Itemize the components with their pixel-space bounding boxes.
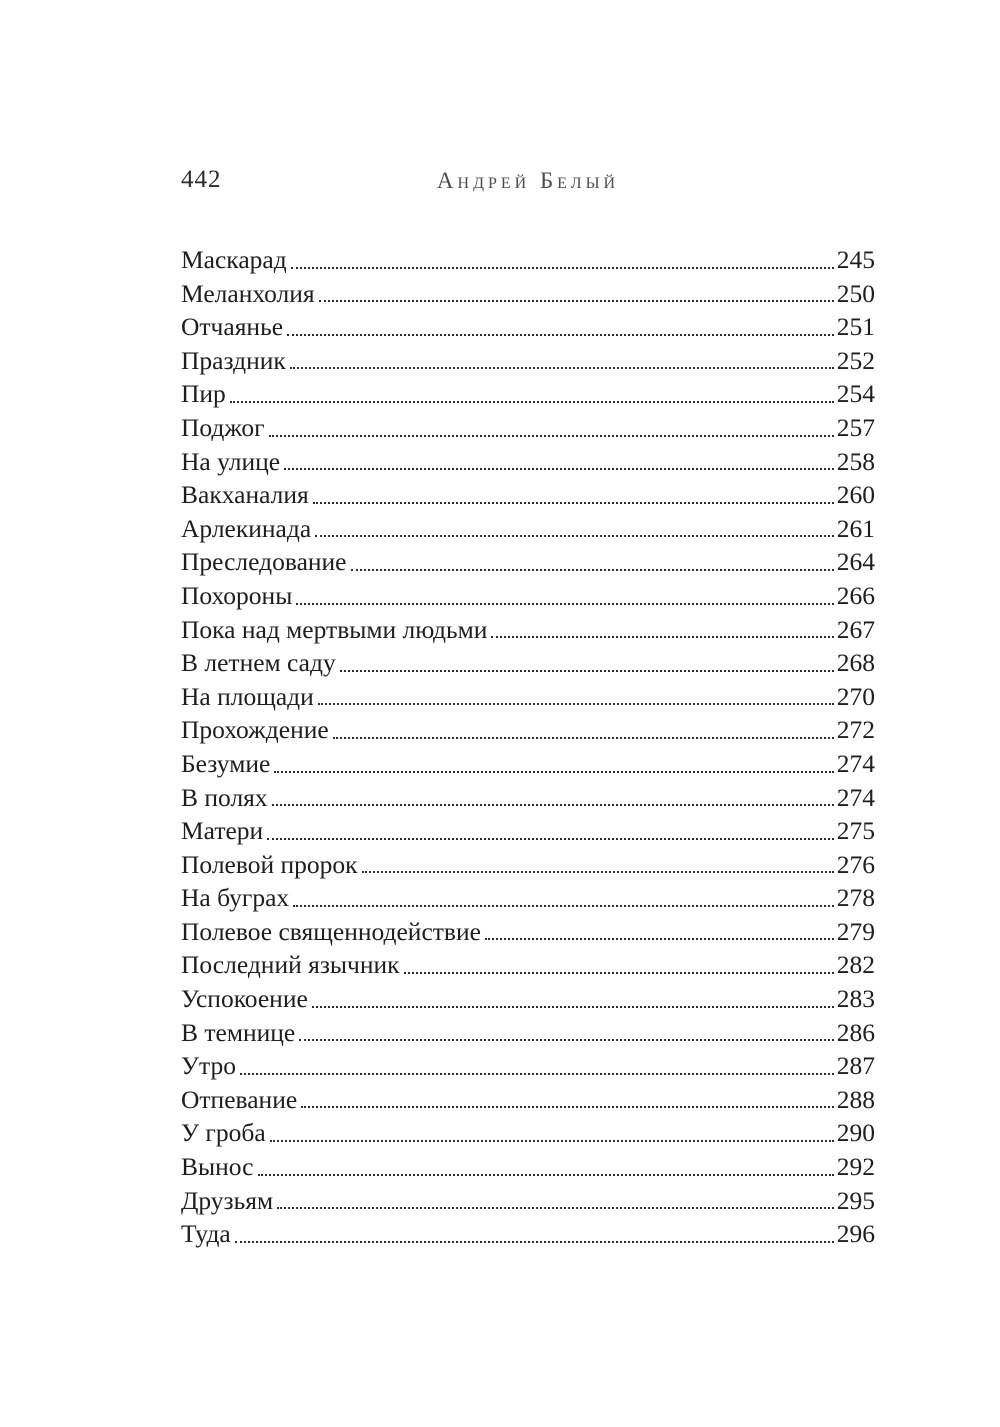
toc-entry [181,478,875,512]
toc-entry [181,848,875,882]
toc-entry [181,814,875,848]
dot-leader [351,545,834,571]
dot-leader [235,1217,834,1243]
dot-leader [319,277,834,303]
toc-entry-title: Утро [181,1051,237,1081]
toc-entry [181,1049,875,1083]
toc-entry-page-number: 267 [836,614,875,644]
toc-entry-title: Успокоение [181,984,308,1014]
toc-entry-page-number: 245 [836,245,875,274]
toc-entry [181,1016,875,1050]
toc-entry [181,445,875,479]
toc-entry-page-number: 274 [836,748,875,778]
toc-entry-title: На площади [181,681,314,711]
dot-leader [333,713,834,739]
toc-entry-page-number: 275 [836,816,875,846]
toc-entry-page-number: 295 [836,1185,875,1215]
toc-entry [181,881,875,915]
toc-entry-page-number: 288 [836,1084,875,1114]
toc-entry [181,747,875,781]
toc-entry-title: Пока над мертвыми людьми [181,614,488,644]
toc-entry [181,948,875,982]
toc-entry-title: Полевое священнодействие [181,916,481,946]
dot-leader [270,1116,834,1142]
toc-entry-title: Вынос [181,1152,254,1182]
toc-entry [181,243,875,277]
toc-entry-title: Безумие [181,748,271,778]
dot-leader [293,881,834,907]
toc-entry [181,512,875,546]
dot-leader [274,747,833,773]
toc-entry-title: В летнем саду [181,648,336,678]
toc-entry-title: В темнице [181,1017,296,1047]
toc-entry [181,1150,875,1184]
table-of-contents [181,243,875,1251]
toc-entry-title: Отпевание [181,1084,298,1114]
dot-leader [258,1150,834,1176]
dot-leader [313,478,834,504]
toc-entry-title: Преследование [181,547,347,577]
toc-entry-title: Похороны [181,580,293,610]
toc-entry-title: Последний язычник [181,950,400,980]
toc-entry-title: Маскарад [181,245,287,274]
toc-entry-page-number: 261 [836,513,875,543]
toc-entry-page-number: 250 [836,278,875,308]
page-header [181,166,875,200]
dot-leader [312,982,834,1008]
dot-leader [299,1016,834,1042]
dot-leader [230,377,834,403]
toc-entry [181,1184,875,1218]
toc-entry [181,982,875,1016]
toc-entry [181,411,875,445]
dot-leader [277,1184,834,1210]
toc-entry-title: Прохождение [181,715,329,745]
toc-entry-page-number: 278 [836,883,875,913]
toc-entry-page-number: 292 [836,1152,875,1182]
toc-entry-title: Поджог [181,412,265,442]
toc-entry [181,1217,875,1251]
toc-entry-page-number: 286 [836,1017,875,1047]
toc-entry [181,545,875,579]
toc-entry-page-number: 268 [836,648,875,678]
toc-entry [181,646,875,680]
toc-entry-title: Друзьям [181,1185,274,1215]
toc-entry-page-number: 251 [836,312,875,342]
dot-leader [404,948,834,974]
toc-entry [181,781,875,815]
dot-leader [272,781,834,807]
toc-entry-page-number: 252 [836,345,875,375]
toc-entry [181,344,875,378]
toc-entry-title: Праздник [181,345,286,375]
dot-leader [301,1083,834,1109]
dot-leader [296,579,833,605]
toc-entry-title: Отчаянье [181,312,284,342]
toc-entry-page-number: 283 [836,984,875,1014]
dot-leader [269,411,834,437]
dot-leader [485,915,834,941]
dot-leader [291,243,834,269]
toc-entry-page-number: 264 [836,547,875,577]
toc-entry-page-number: 272 [836,715,875,745]
dot-leader [287,310,834,336]
toc-entry-title: Меланхолия [181,278,315,308]
dot-leader [315,512,834,538]
toc-entry-title: Пир [181,379,226,409]
toc-entry-page-number: 257 [836,412,875,442]
toc-entry-title: У гроба [181,1118,266,1148]
running-head: Андрей Белый [436,168,620,193]
toc-entry-title: Арлекинада [181,513,312,543]
dot-leader [340,646,834,672]
toc-entry [181,1083,875,1117]
toc-entry [181,915,875,949]
toc-entry-page-number: 274 [836,782,875,812]
dot-leader [318,680,834,706]
toc-entry [181,713,875,747]
toc-entry [181,579,875,613]
toc-entry [181,613,875,647]
book-page [181,0,875,1251]
toc-entry [181,310,875,344]
toc-entry-page-number: 296 [836,1219,875,1249]
dot-leader [491,613,833,639]
toc-entry-title: На буграх [181,883,290,913]
toc-entry [181,377,875,411]
page-number: 442 [181,166,222,193]
toc-entry-title: Туда [181,1219,231,1249]
toc-entry-title: На улице [181,446,281,476]
dot-leader [240,1049,834,1075]
toc-entry-title: Полевой пророк [181,849,358,879]
toc-entry-page-number: 266 [836,580,875,610]
toc-entry-page-number: 258 [836,446,875,476]
toc-entry-page-number: 290 [836,1118,875,1148]
toc-entry-title: Вакханалия [181,480,309,510]
toc-entry-page-number: 287 [836,1051,875,1081]
toc-entry-page-number: 276 [836,849,875,879]
toc-entry [181,680,875,714]
toc-entry-title: В полях [181,782,268,812]
toc-entry [181,277,875,311]
dot-leader [362,848,834,874]
toc-entry-page-number: 282 [836,950,875,980]
toc-entry-page-number: 260 [836,480,875,510]
toc-entry-page-number: 279 [836,916,875,946]
toc-entry-page-number: 254 [836,379,875,409]
toc-entry-title: Матери [181,816,264,846]
dot-leader [284,445,834,471]
toc-entry [181,1116,875,1150]
dot-leader [290,344,834,370]
toc-entry-page-number: 270 [836,681,875,711]
dot-leader [267,814,834,840]
